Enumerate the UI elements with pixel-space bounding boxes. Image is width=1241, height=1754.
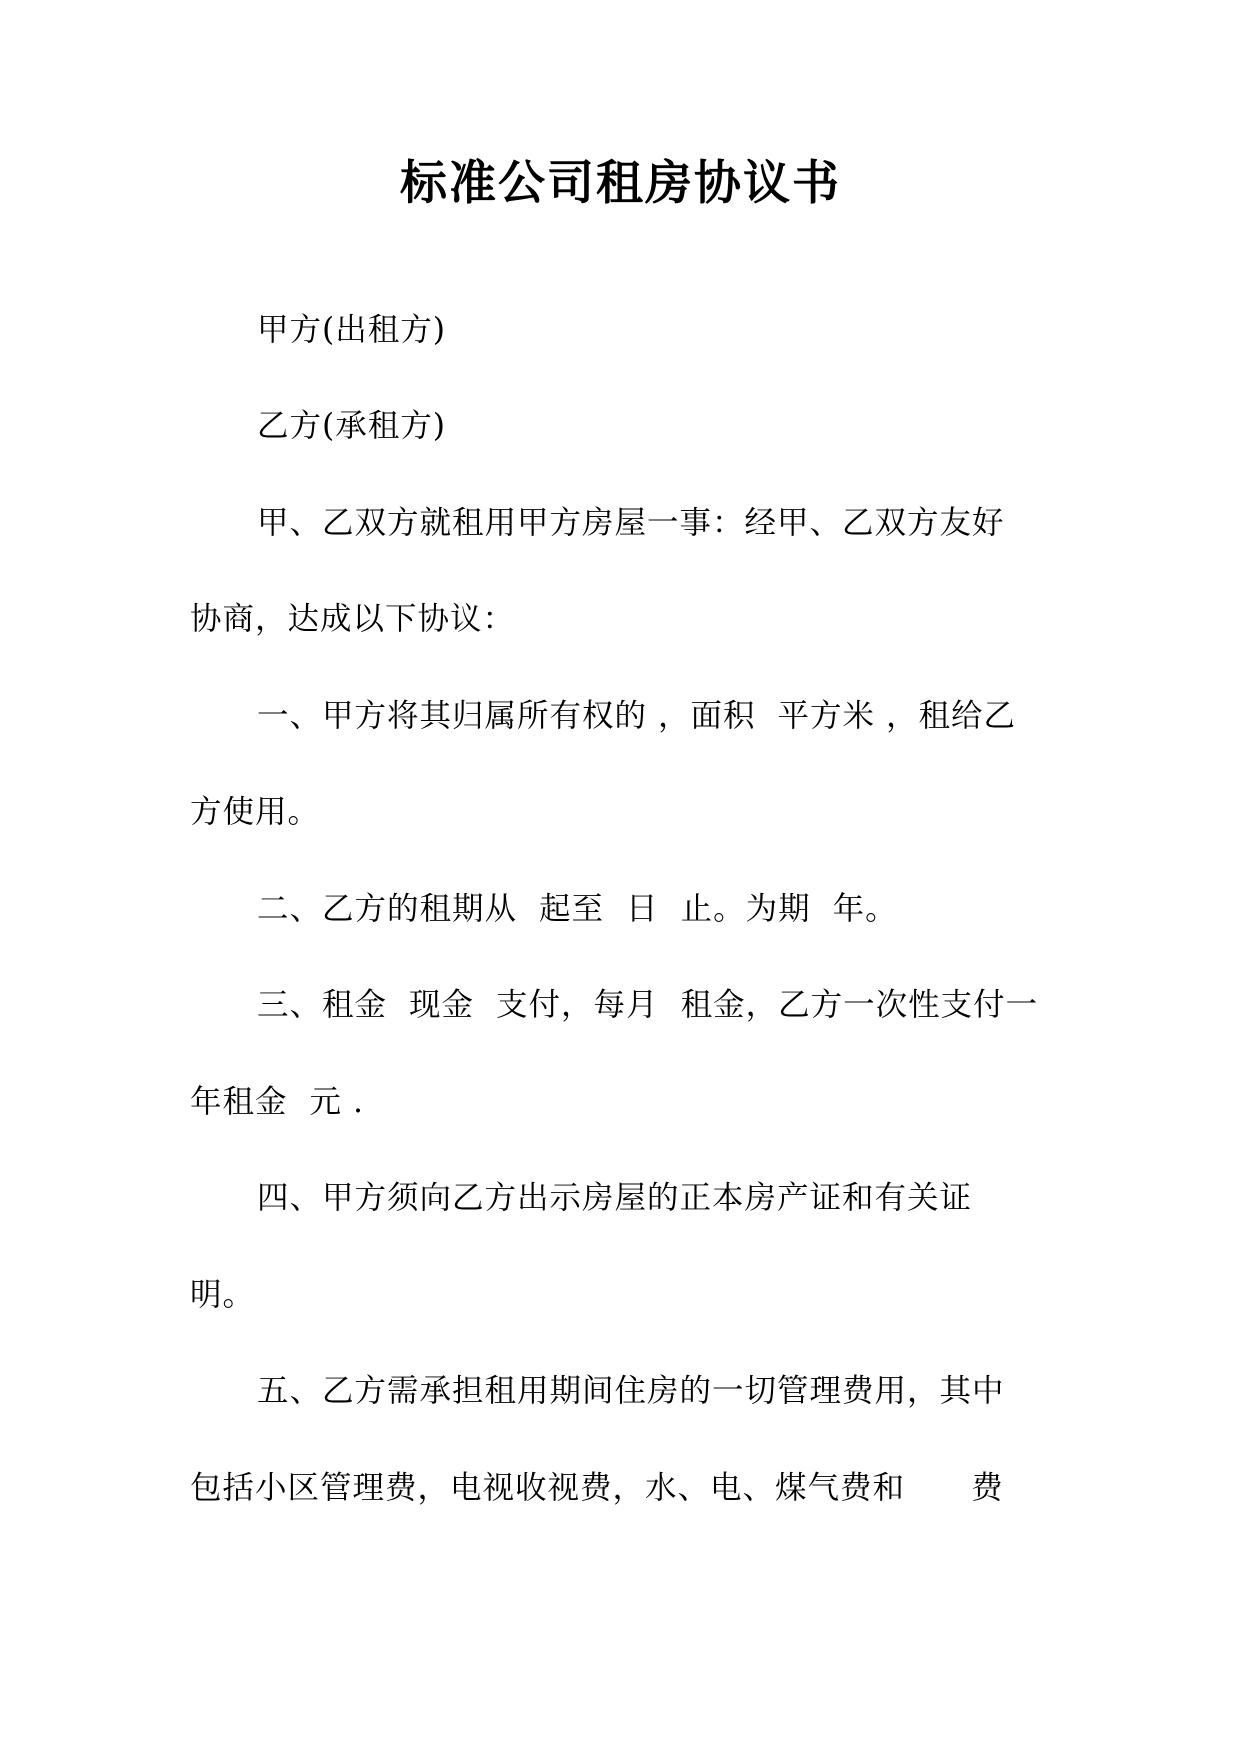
clause-4-line-1: 四、甲方须向乙方出示房屋的正本房产证和有关证 (257, 1180, 973, 1216)
preamble-line-2: 协商，达成以下协议： (190, 601, 516, 637)
clause-2-line-1: 二、乙方的租期从 起至 日 止。为期 年。 (257, 891, 898, 927)
clause-5-line-1: 五、乙方需承担租用期间住房的一切管理费用，其中 (257, 1373, 1005, 1409)
clause-3-line-1: 三、租金 现金 支付，每月 租金，乙方一次性支付一 (257, 987, 1039, 1023)
party-a-line: 甲方(出租方) (257, 312, 447, 348)
clause-3-line-2: 年租金 元 . (190, 1084, 365, 1120)
clause-1-line-1: 一、甲方将其归属所有权的 ，面积 平方米 ，租给乙 (257, 698, 1017, 734)
clause-1-line-2: 方使用。 (190, 794, 321, 830)
preamble-line-1: 甲、乙双方就租用甲方房屋一事：经甲、乙双方友好 (257, 505, 1005, 541)
party-b-line: 乙方(承租方) (257, 408, 447, 444)
document-title: 标准公司租房协议书 (400, 156, 841, 211)
clause-4-line-2: 明。 (190, 1277, 256, 1313)
clause-5-line-2: 包括小区管理费，电视收视费，水、电、煤气费和 费 (190, 1470, 1004, 1506)
